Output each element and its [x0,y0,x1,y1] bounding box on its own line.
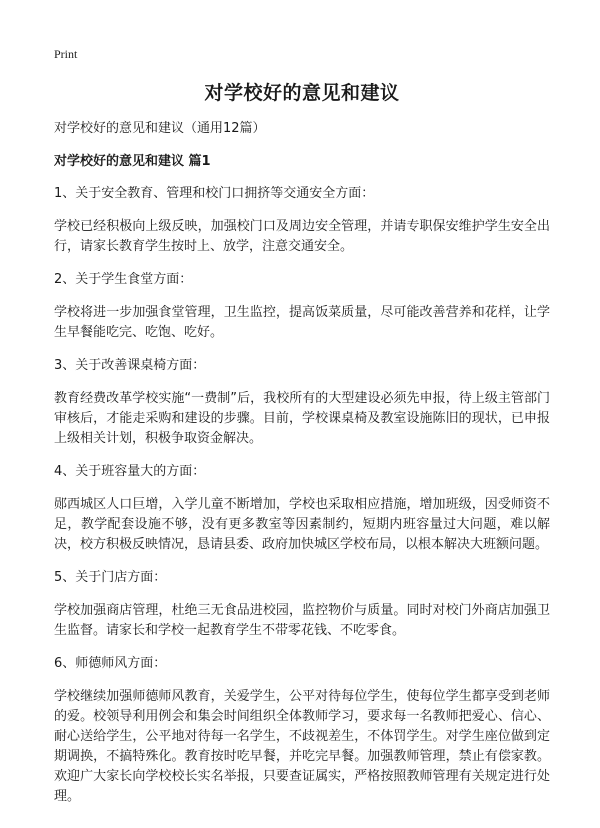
item-body-5: 学校加强商店管理，杜绝三无食品进校园，监控物价与质量。同时对校门外商店加强卫生监督。请家长和学校一起教育学生不带零花钱、不吃零食。 [54,603,550,638]
item-body-4: 郧西城区人口巨增，入学儿童不断增加，学校也采取相应措施，增加班级，因受师资不足，教学配套设施不够，没有更多教室等因素制约，短期内班容量过大问题，难以解决，校方积极反映情况，恳请县委、政府加快城区学校布局，以根本解决大班额问题。 [54,497,550,552]
document-subtitle: 对学校好的意见和建议（通用12篇） [54,121,266,136]
item-heading-6: 6、师德师风方面： [54,656,167,671]
item-body-2: 学校将进一步加强食堂管理，卫生监控，提高饭菜质量，尽可能改善营养和花样，让学生早餐能吃完、吃饱、吃好。 [54,305,550,340]
item-heading-1: 1、关于安全教育、管理和校门口拥挤等交通安全方面： [54,186,375,201]
item-body-6: 学校继续加强师德师风教育，关爱学生，公平对待每位学生，使每位学生都享受到老师的爱。校领导利用例会和集会时间组织全体教师学习，要求每一名教师把爱心、信心、耐心送给学生，公平地对待每一名学生，不歧视差生，不体罚学生。对学生座位做到定期调换，不搞特殊化。教育按时吃早餐，并吃完早餐。加强教师管理，禁止有偿家教。欢迎广大家长向学校校长实名举报，只要查证属实，严格按照教师管理有关规定进行处理。 [54,689,550,804]
item-heading-3: 3、关于改善课桌椅方面： [54,358,206,373]
item-body-1: 学校已经积极向上级反映，加强校门口及周边安全管理，并请专职保安维护学生安全出行，请家长教育学生按时上、放学，注意交通安全。 [54,219,550,254]
item-body-3: 教育经费改革学校实施“一费制”后，我校所有的大型建设必须先申报，待上级主管部门审核后，才能走采购和建设的步骤。目前，学校课桌椅及教室设施陈旧的现状，已申报上级相关计划，积极争取资金解决。 [54,391,550,446]
section-title: 对学校好的意见和建议 篇1 [54,154,211,169]
document-body [54,80,550,821]
item-heading-2: 2、关于学生食堂方面： [54,272,193,287]
item-heading-5: 5、关于门店方面： [54,570,167,585]
print-link[interactable]: Print [54,47,78,61]
document-title: 对学校好的意见和建议 [204,82,400,104]
item-heading-4: 4、关于班容量大的方面： [54,464,206,479]
